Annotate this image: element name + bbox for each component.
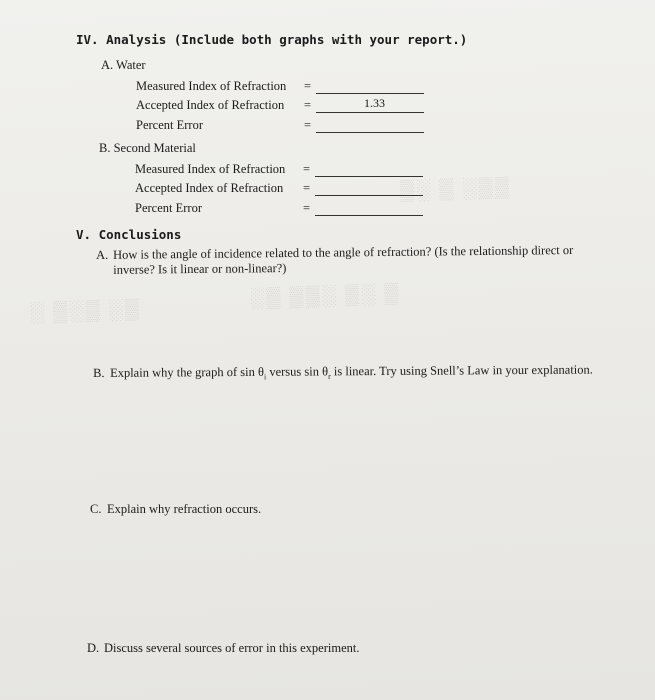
equals-sign: =: [303, 181, 311, 195]
equals-sign: =: [303, 201, 311, 215]
row-label: Percent Error: [135, 201, 202, 215]
show-through-marks: ░▒ ▒▒░ ▒░ ▒: [249, 282, 401, 310]
answer-value: 1.33: [364, 96, 385, 110]
question-number: C.: [90, 502, 102, 516]
subscript-refraction: r: [328, 371, 331, 381]
question-number: A.: [96, 247, 109, 262]
second-accepted-row: [135, 181, 425, 197]
answer-blank[interactable]: [316, 81, 424, 94]
answer-blank[interactable]: [315, 203, 423, 216]
equals-sign: =: [304, 118, 312, 132]
equals-sign: =: [304, 79, 312, 93]
water-accepted-row: [136, 98, 426, 114]
question-b-text-start: Explain why the graph of sin θ: [109, 364, 264, 380]
water-subheading: A. Water: [101, 58, 146, 72]
row-label: Measured Index of Refraction: [135, 162, 286, 176]
question-number: D.: [87, 641, 100, 655]
water-measured-row: [136, 79, 426, 95]
second-percent-error-row: [135, 201, 425, 217]
row-label: Measured Index of Refraction: [136, 79, 287, 93]
equals-sign: =: [303, 162, 311, 176]
second-measured-row: [135, 162, 425, 178]
answer-blank[interactable]: [315, 164, 423, 177]
subscript-incidence: i: [263, 372, 267, 382]
show-through-marks: ░ ▒░▒ ░▒: [29, 298, 142, 324]
question-d-text: Discuss several sources of error in this experiment.: [104, 641, 360, 655]
question-c-text: Explain why refraction occurs.: [107, 502, 262, 516]
question-a: [96, 242, 636, 278]
conclusions-heading: V. Conclusions: [76, 227, 182, 242]
question-c: [90, 502, 490, 517]
question-b: [93, 362, 633, 385]
row-label: Accepted Index of Refraction: [135, 181, 284, 195]
water-percent-error-row: [136, 118, 426, 134]
question-number: B.: [93, 365, 105, 380]
answer-blank[interactable]: [315, 183, 423, 196]
row-label: Percent Error: [136, 118, 203, 132]
answer-blank[interactable]: [316, 120, 424, 133]
second-material-subheading: B. Second Material: [99, 141, 196, 155]
row-label: Accepted Index of Refraction: [136, 98, 285, 112]
question-a-line-2: inverse? Is it linear or non-linear?): [113, 261, 287, 277]
analysis-heading: IV. Analysis (Include both graphs with your report.): [76, 32, 468, 47]
answer-blank[interactable]: [316, 96, 424, 113]
question-d: [87, 641, 507, 656]
show-through-marks: ▒░ ▒ ░▒▒: [399, 176, 512, 202]
question-b-text-end: is linear. Try using Snell’s Law in your explanation.: [330, 362, 593, 379]
equals-sign: =: [304, 98, 312, 112]
question-b-text-middle: versus sin θ: [266, 364, 329, 379]
question-a-line-1: How is the angle of incidence related to the angle of refraction? (Is the relationship direct or: [112, 243, 574, 262]
